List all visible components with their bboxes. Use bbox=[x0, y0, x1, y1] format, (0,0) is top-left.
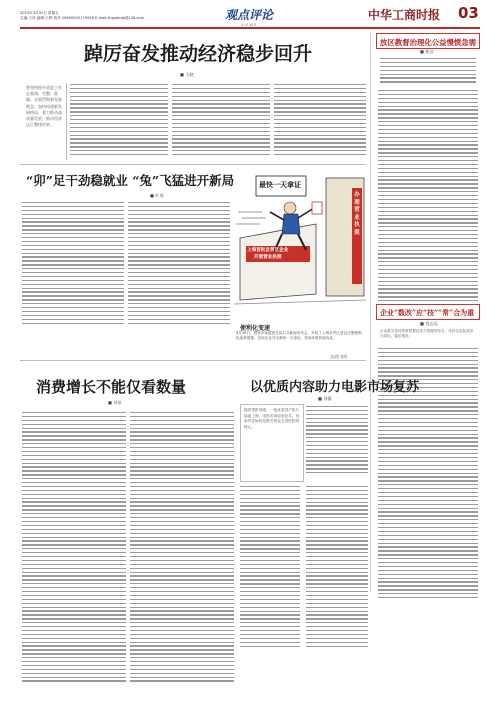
cartoon-illustration bbox=[234, 168, 366, 320]
article2-byline: ■ 叶茂 bbox=[150, 193, 164, 198]
article6-title: 企业“数改”应“技”“常”合为重 bbox=[380, 308, 475, 317]
right-column-divider bbox=[370, 32, 371, 592]
article3-title: 消费增长不能仅看数量 bbox=[36, 378, 187, 396]
article1-intro-box bbox=[24, 83, 67, 160]
cartoon-caption-title: 便利化变速 bbox=[240, 325, 271, 332]
cartoon-caption: 3月30日，国家市场监管总局召开新闻发布会，介绍了上海自贸区登记注册便利化改革措施，实现企业开办最快一天拿证，营商环境持续优化。 bbox=[236, 331, 362, 340]
article3-body-col1 bbox=[22, 412, 126, 684]
article2-body-col2 bbox=[128, 202, 230, 327]
article1-intro: 要坚持稳中求进工作总基调，完整、准确、全面贯彻新发展理念，加快构建新发展格局，着力推动高质量发展，推动经济运行整体好转。 bbox=[26, 85, 62, 128]
article1-body-col2 bbox=[172, 84, 270, 158]
article6-title-box bbox=[376, 304, 480, 320]
masthead-date: 2023年3月31日 星期五 bbox=[20, 11, 59, 15]
article4-body-col2 bbox=[240, 486, 300, 649]
lower-divider bbox=[20, 360, 366, 361]
section-subtitle: VIEWS bbox=[240, 23, 258, 27]
article5-intro-lines bbox=[380, 58, 476, 85]
article1-title: 踔厉奋发推动经济稳步回升 bbox=[84, 43, 313, 65]
paper-name: 中华工商时报 bbox=[368, 8, 441, 22]
article-divider bbox=[20, 164, 366, 165]
article5-byline: ■ 崔达 bbox=[420, 49, 434, 54]
cartoon-label-top: 最快一天拿证 bbox=[259, 181, 301, 189]
article4-body-col3 bbox=[306, 486, 368, 649]
article6-intro: 企业数字化转型要把握技术与管理的结合，坚持以实际需求为导向，稳步推进。 bbox=[380, 329, 474, 338]
article3-body-col2 bbox=[130, 412, 234, 684]
article2-body-col1 bbox=[22, 202, 124, 327]
article4-body-col1 bbox=[306, 406, 368, 476]
masthead-rule bbox=[20, 27, 480, 29]
cartoon-credit: 文/图 张旺 bbox=[330, 354, 348, 359]
section-title-block bbox=[218, 6, 280, 27]
article4-intro: 随着观影回暖，一批优质国产影片陆续上映，电影市场迎来复苏。优质内容始终是吸引观众走进影院的核心。 bbox=[244, 408, 300, 429]
masthead-editor-line: 主编:王萍 编辑:王晔 校对:19800902175926 E-mail:zhgsbmjb@126.com bbox=[20, 16, 145, 20]
cartoon-sign-line2: 开展营业执照 bbox=[254, 255, 282, 260]
cartoon-sign-line1: 上海首批自贸区企业 bbox=[247, 248, 289, 253]
article5-title: 放区教督治理化公益慢惯急需 bbox=[380, 38, 477, 47]
article6-byline: ■ 钱志远 bbox=[420, 321, 438, 326]
article3-byline: ■ 刘泉 bbox=[108, 400, 122, 405]
article1-body-col3 bbox=[274, 84, 366, 158]
article5-title-box bbox=[376, 33, 480, 49]
article4-intro-box bbox=[240, 404, 304, 482]
article1-byline: ■ 王晓 bbox=[180, 72, 194, 77]
article1-body-col1 bbox=[70, 84, 168, 158]
article4-title: 以优质内容助力电影市场复苏 bbox=[250, 380, 420, 395]
article4-byline: ■ 刘静 bbox=[318, 396, 332, 401]
page-number: 03 bbox=[458, 4, 479, 22]
cartoon-sign-right: 办理营业执照 bbox=[354, 192, 360, 236]
section-title: 观点评论 bbox=[224, 8, 273, 22]
article2-title: “卯”足干劲稳就业 “兔”飞猛进开新局 bbox=[26, 173, 235, 188]
article5-body bbox=[378, 90, 478, 304]
